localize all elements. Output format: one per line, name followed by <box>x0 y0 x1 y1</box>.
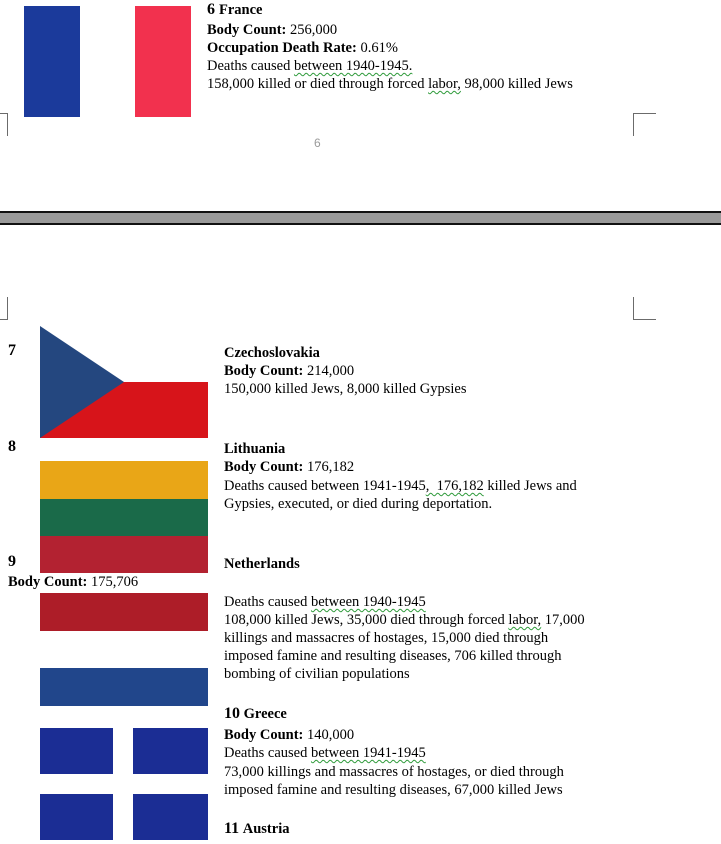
page-break-gap <box>0 211 721 225</box>
flag-stripe-yellow <box>40 461 208 499</box>
detail-text: 108,000 killed Jews, 35,000 died through forced <box>224 612 509 628</box>
czech-details: 150,000 killed Jews, 8,000 killed Gypsies <box>224 381 467 397</box>
spellcheck-underline-text: between 1941-1945 <box>310 745 426 761</box>
greece-details-line4: imposed famine and resulting diseases, 67,000 killed Jews <box>224 782 563 798</box>
spellcheck-underline-text: labor, <box>428 76 461 92</box>
body-count-value: 214,000 <box>303 363 355 379</box>
netherlands-name: Netherlands <box>224 556 300 572</box>
flag-stripe-red <box>135 6 191 117</box>
netherlands-details-line4: imposed famine and resulting diseases, 706 killed through <box>224 648 562 664</box>
body-count-label: Body Count: <box>224 363 304 379</box>
spellcheck-underline-text: labor, <box>508 612 542 628</box>
page-one <box>0 0 721 211</box>
czech-rank: 7 <box>8 342 16 359</box>
body-count-label: Body Count: <box>8 574 88 590</box>
greece-heading <box>224 705 287 724</box>
detail-text: 158,000 killed or died through forced <box>207 76 429 92</box>
flag-czechoslovakia <box>40 326 208 438</box>
detail-text: Deaths caused between 1941-1945 <box>224 478 426 494</box>
czech-body-count <box>224 362 354 381</box>
lithuania-details-line2: Gypsies, executed, or died during deportation. <box>224 496 493 512</box>
greece-details-line3: 73,000 killings and massacres of hostages, or died through <box>224 764 564 780</box>
body-count-label: Body Count: <box>224 459 304 475</box>
netherlands-details-line2 <box>224 611 585 630</box>
austria-name: Austria <box>242 821 290 837</box>
czech-name: Czechoslovakia <box>224 345 320 361</box>
flag-stripe-white <box>40 631 208 668</box>
spellcheck-underline-text: between 1940-1945. <box>293 58 413 74</box>
page-corner-mark-left <box>0 113 8 136</box>
flag-stripe-red <box>40 593 208 631</box>
netherlands-body-count <box>8 573 138 592</box>
detail-text: killed Jews and <box>483 478 577 494</box>
deaths-prefix: Deaths caused <box>224 745 311 761</box>
spellcheck-underline-text: , 176,182 <box>425 478 484 494</box>
spellcheck-underline-text: between 1940-1945 <box>310 594 426 610</box>
flag-czechoslovakia-graphic <box>40 326 208 438</box>
death-rate-value: 0.61% <box>356 40 398 56</box>
france-body-count <box>207 21 337 40</box>
body-count-value: 256,000 <box>286 22 338 38</box>
flag-stripe-blue <box>24 6 80 117</box>
netherlands-rank: 9 <box>8 553 16 570</box>
flag-greece-graphic <box>40 728 208 840</box>
detail-text: 98,000 killed Jews <box>460 76 573 92</box>
body-count-value: 176,182 <box>303 459 355 475</box>
flag-stripe-blue <box>40 668 208 706</box>
france-heading <box>207 1 262 20</box>
deaths-prefix: Deaths caused <box>224 594 311 610</box>
flag-netherlands <box>40 593 208 706</box>
page-corner-mark-left <box>0 297 8 320</box>
greece-body-count <box>224 726 354 745</box>
page-corner-mark-right <box>633 297 656 320</box>
lithuania-body-count <box>224 458 354 477</box>
lithuania-rank: 8 <box>8 438 16 455</box>
france-name: France <box>219 2 263 18</box>
austria-rank: 11 <box>224 820 240 837</box>
body-count-label: Body Count: <box>224 727 304 743</box>
flag-stripe-white <box>80 6 135 117</box>
flag-stripe-red <box>40 536 208 573</box>
netherlands-deaths-period <box>224 593 426 612</box>
flag-lithuania <box>40 461 208 573</box>
flag-france <box>24 6 191 117</box>
greece-deaths-period <box>224 744 426 763</box>
netherlands-details-line3: killings and massacres of hostages, 15,000 died through <box>224 630 549 646</box>
austria-heading <box>224 820 289 839</box>
greece-name: Greece <box>243 706 287 722</box>
body-count-label: Body Count: <box>207 22 287 38</box>
lithuania-name: Lithuania <box>224 441 286 457</box>
france-rank: 6 <box>207 1 215 18</box>
france-death-rate <box>207 39 398 58</box>
greece-rank: 10 <box>224 705 240 722</box>
france-deaths-period <box>207 57 412 76</box>
deaths-prefix: Deaths caused <box>207 58 294 74</box>
page-corner-mark-right <box>633 113 656 136</box>
netherlands-details-line5: bombing of civilian populations <box>224 666 410 682</box>
france-details <box>207 75 573 94</box>
lithuania-details-line1 <box>224 477 577 496</box>
page-number: 6 <box>314 136 321 150</box>
body-count-value: 175,706 <box>87 574 139 590</box>
death-rate-label: Occupation Death Rate: <box>207 40 357 56</box>
body-count-value: 140,000 <box>303 727 355 743</box>
detail-text: 17,000 <box>541 612 585 628</box>
flag-stripe-green <box>40 499 208 536</box>
flag-greece <box>40 728 208 840</box>
